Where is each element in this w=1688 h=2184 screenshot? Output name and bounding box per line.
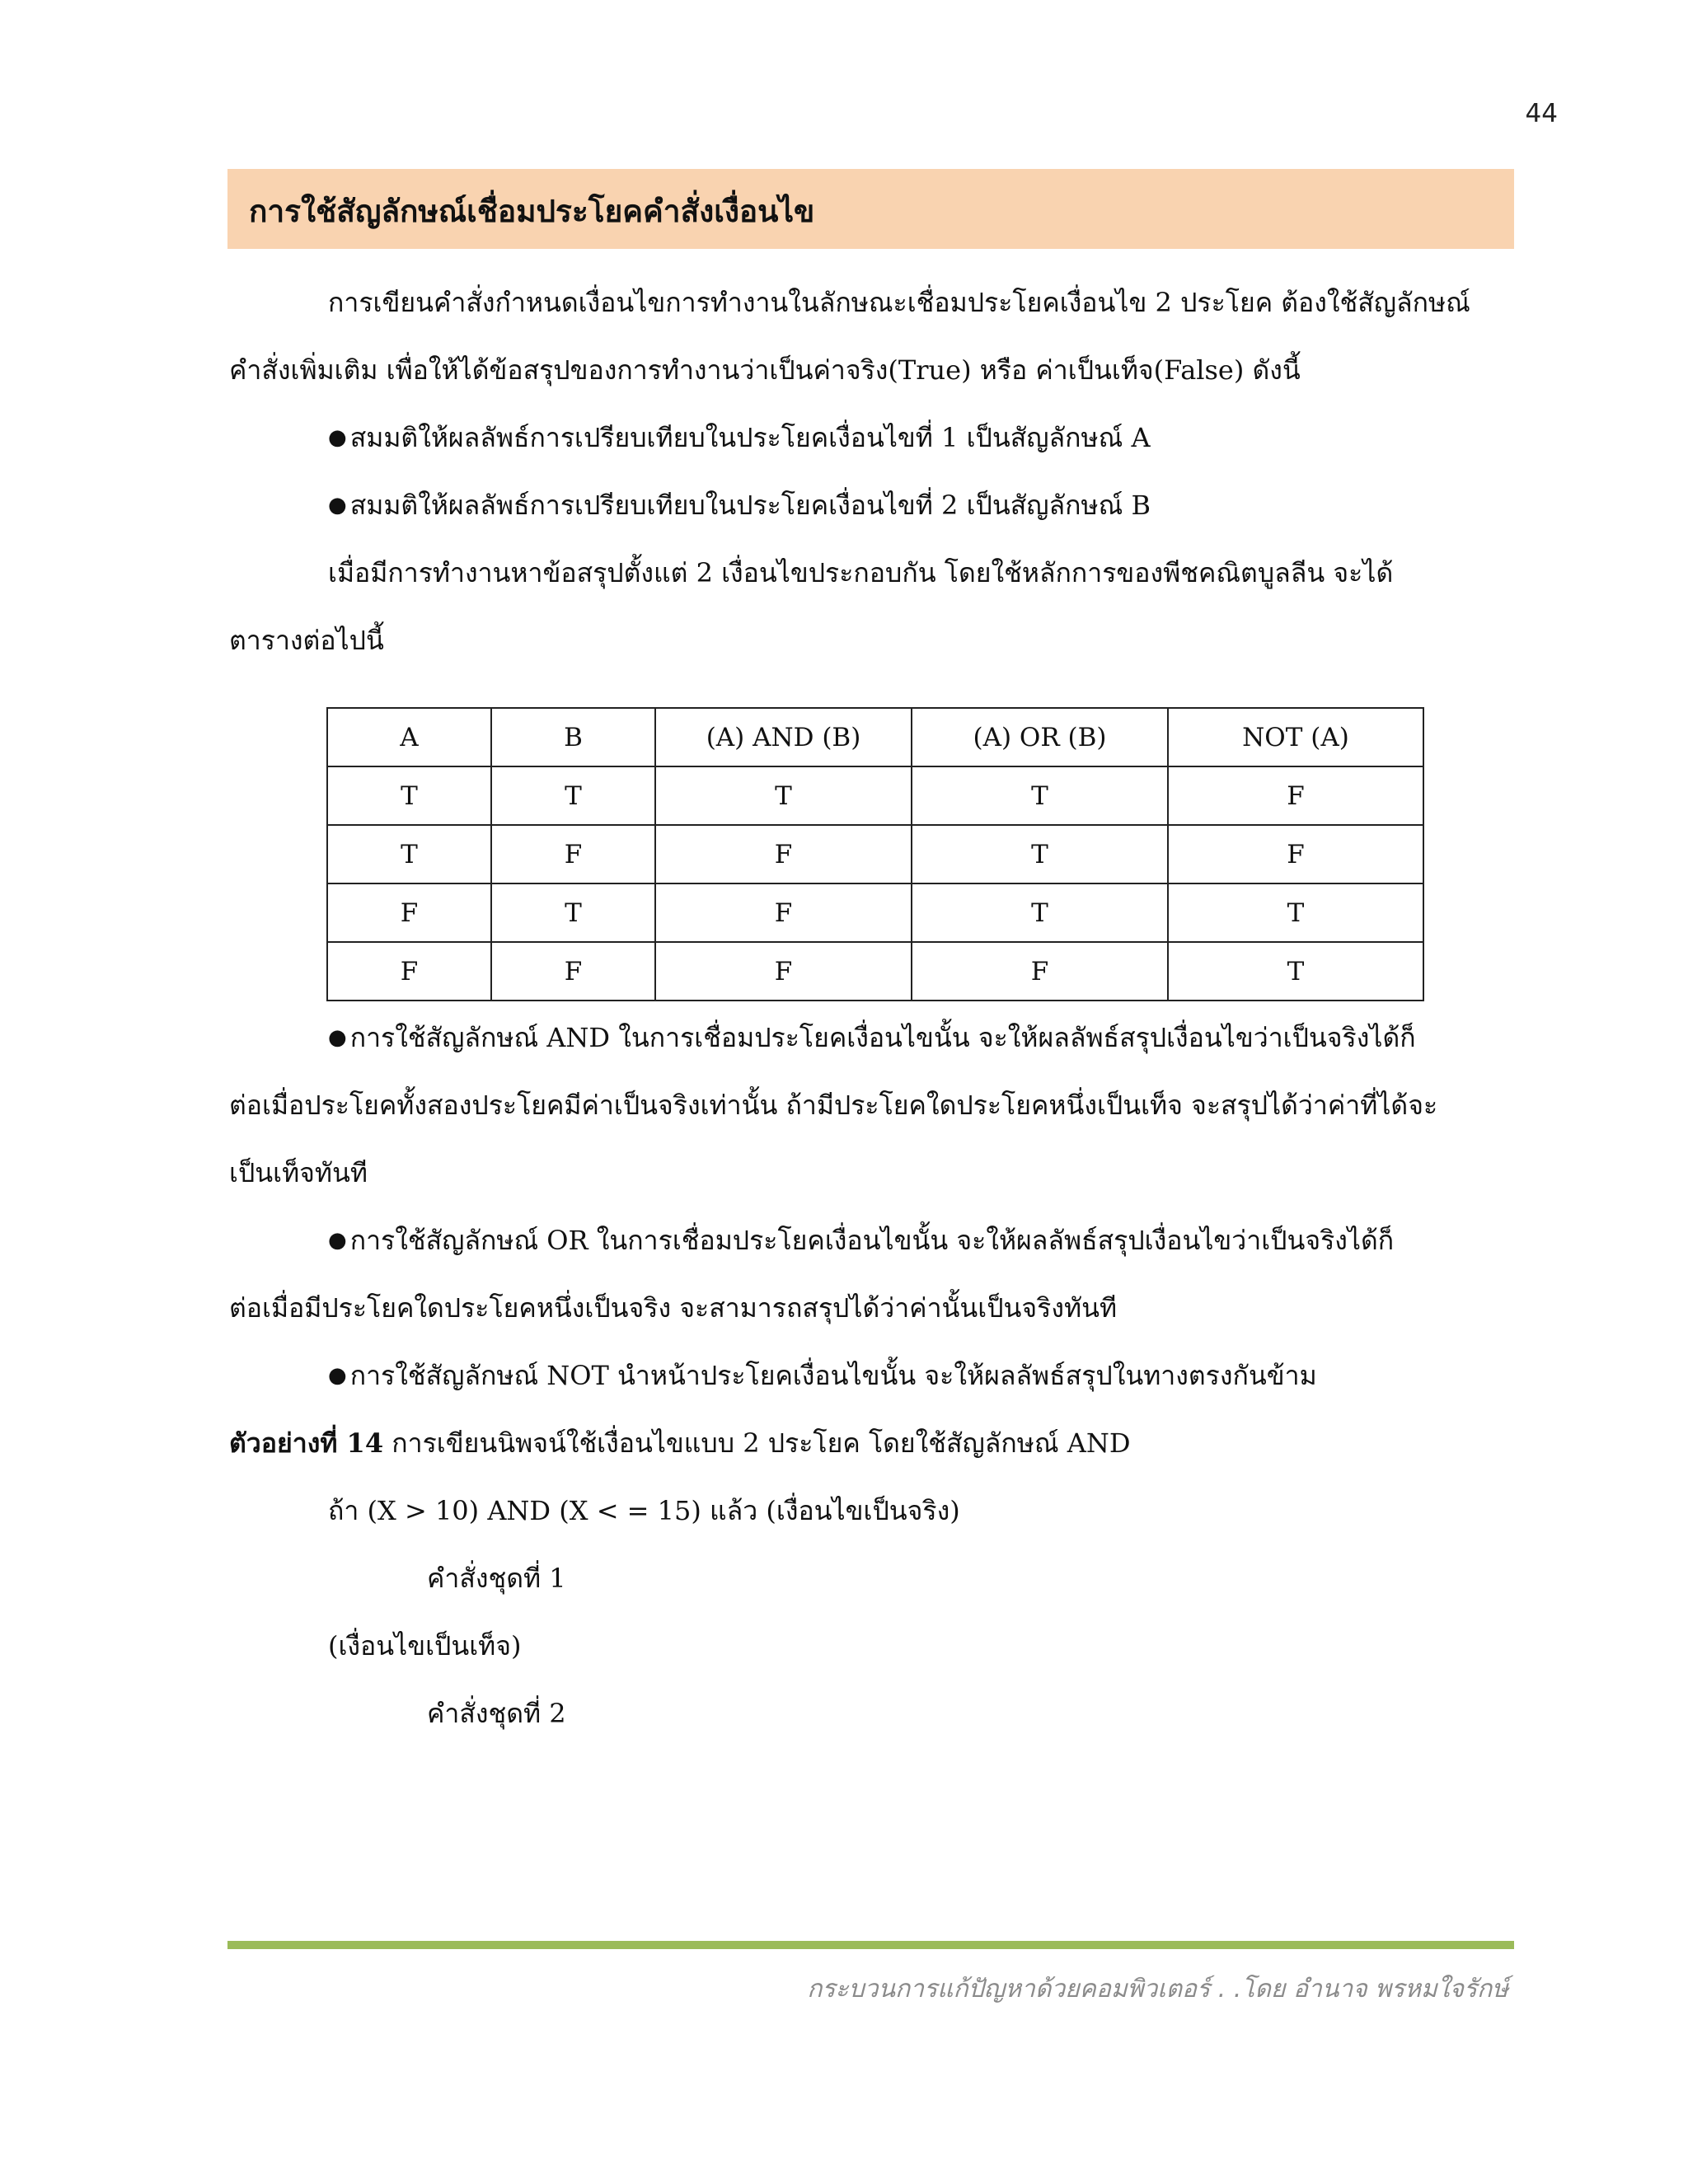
example-code-line-1: ถ้า (X > 10) AND (X < = 15) แล้ว (เงื่อนไขเป็นจริง) [328, 1495, 960, 1526]
footer-rule [227, 1941, 1514, 1949]
truth-table [326, 707, 1424, 1001]
table-cell: T [491, 766, 655, 825]
table-cell: F [912, 942, 1168, 1001]
header-or: (A) OR (B) [912, 708, 1168, 766]
example-code-line-3: (เงื่อนไขเป็นเท็จ) [328, 1630, 522, 1661]
or-note-line-1 [328, 1225, 1394, 1256]
header-and: (A) AND (B) [655, 708, 912, 766]
table-cell: T [912, 766, 1168, 825]
table-cell: T [912, 825, 1168, 883]
or-note-line-2: ต่อเมื่อมีประโยคใดประโยคหนึ่งเป็นจริง จะสามารถสรุปได้ว่าค่านั้นเป็นจริงทันที [229, 1292, 1118, 1324]
footer-text: กระบวนการแก้ปัญหาด้วยคอมพิวเตอร์ . .โดย อำนาจ พรหมใจรักษ์ [807, 1975, 1508, 2004]
section-heading-bar [227, 169, 1514, 249]
table-cell: T [912, 883, 1168, 942]
intro-line-1: การเขียนคำสั่งกำหนดเงื่อนไขการทำงานในลักษณะเชื่อมประโยคเงื่อนไข 2 ประโยค ต้องใช้สัญลักษณ์ [328, 287, 1470, 318]
table-cell: F [491, 825, 655, 883]
table-cell: F [655, 883, 912, 942]
table-cell: F [655, 942, 912, 1001]
and-note-line-1 [328, 1022, 1416, 1053]
example-code-line-4: คำสั่งชุดที่ 2 [427, 1698, 566, 1729]
bullet-icon: ● [328, 1363, 347, 1388]
bullet-icon: ● [328, 425, 347, 450]
table-cell: F [327, 883, 491, 942]
table-row [327, 766, 1423, 825]
assumption-text-b: สมมติให้ผลลัพธ์การเปรียบเทียบในประโยคเงื่อนไขที่ 2 เป็นสัญลักษณ์ B [349, 490, 1151, 521]
not-note-text: การใช้สัญลักษณ์ NOT นำหน้าประโยคเงื่อนไขนั้น จะให้ผลลัพธ์สรุปในทางตรงกันข้าม [349, 1360, 1317, 1391]
table-header-row [327, 708, 1423, 766]
and-note-line-2: ต่อเมื่อประโยคทั้งสองประโยคมีค่าเป็นจริงเท่านั้น ถ้ามีประโยคใดประโยคหนึ่งเป็นเท็จ จะสรุปได้ว่าค่าที่ได้จะ [229, 1090, 1438, 1121]
table-cell: F [327, 942, 491, 1001]
table-cell: T [327, 766, 491, 825]
table-cell: F [1168, 766, 1423, 825]
section-heading: การใช้สัญลักษณ์เชื่อมประโยคคำสั่งเงื่อนไข [249, 193, 815, 229]
example-heading [229, 1427, 1131, 1459]
assumption-item-a [328, 422, 1151, 453]
table-row [327, 883, 1423, 942]
header-not: NOT (A) [1168, 708, 1423, 766]
table-cell: F [491, 942, 655, 1001]
table-row [327, 942, 1423, 1001]
combine-line-1: เมื่อมีการทำงานหาข้อสรุปตั้งแต่ 2 เงื่อนไขประกอบกัน โดยใช้หลักการของพีชคณิตบูลลีน จะได้ [328, 557, 1394, 588]
table-cell: T [655, 766, 912, 825]
table-cell: T [491, 883, 655, 942]
table-cell: T [1168, 942, 1423, 1001]
header-a: A [327, 708, 491, 766]
example-description: การเขียนนิพจน์ใช้เงื่อนไขแบบ 2 ประโยค โดยใช้สัญลักษณ์ AND [383, 1427, 1131, 1459]
table-cell: T [1168, 883, 1423, 942]
or-note-text: การใช้สัญลักษณ์ OR ในการเชื่อมประโยคเงื่อนไขนั้น จะให้ผลลัพธ์สรุปเงื่อนไขว่าเป็นจริงได้ก็ [349, 1225, 1395, 1256]
table-cell: T [327, 825, 491, 883]
example-code-line-2: คำสั่งชุดที่ 1 [427, 1563, 566, 1594]
table-cell: F [1168, 825, 1423, 883]
bullet-icon: ● [328, 1025, 347, 1050]
combine-line-2: ตารางต่อไปนี้ [229, 625, 384, 656]
and-note-line-3: เป็นเท็จทันที [229, 1157, 368, 1188]
intro-line-2: คำสั่งเพิ่มเติม เพื่อให้ได้ข้อสรุปของการทำงานว่าเป็นค่าจริง(True) หรือ ค่าเป็นเท็จ(False) ดังนี้ [229, 354, 1301, 386]
header-b: B [491, 708, 655, 766]
page-number: 44 [1525, 99, 1558, 129]
example-label: ตัวอย่างที่ 14 [229, 1427, 384, 1459]
table-row [327, 825, 1423, 883]
table-cell: F [655, 825, 912, 883]
not-note-line [328, 1360, 1317, 1391]
bullet-icon: ● [328, 1228, 347, 1253]
assumption-text-a: สมมติให้ผลลัพธ์การเปรียบเทียบในประโยคเงื่อนไขที่ 1 เป็นสัญลักษณ์ A [349, 422, 1151, 453]
and-note-text: การใช้สัญลักษณ์ AND ในการเชื่อมประโยคเงื่อนไขนั้น จะให้ผลลัพธ์สรุปเงื่อนไขว่าเป็นจริงได้ก็ [349, 1022, 1416, 1053]
assumption-item-b [328, 490, 1151, 521]
bullet-icon: ● [328, 493, 347, 518]
